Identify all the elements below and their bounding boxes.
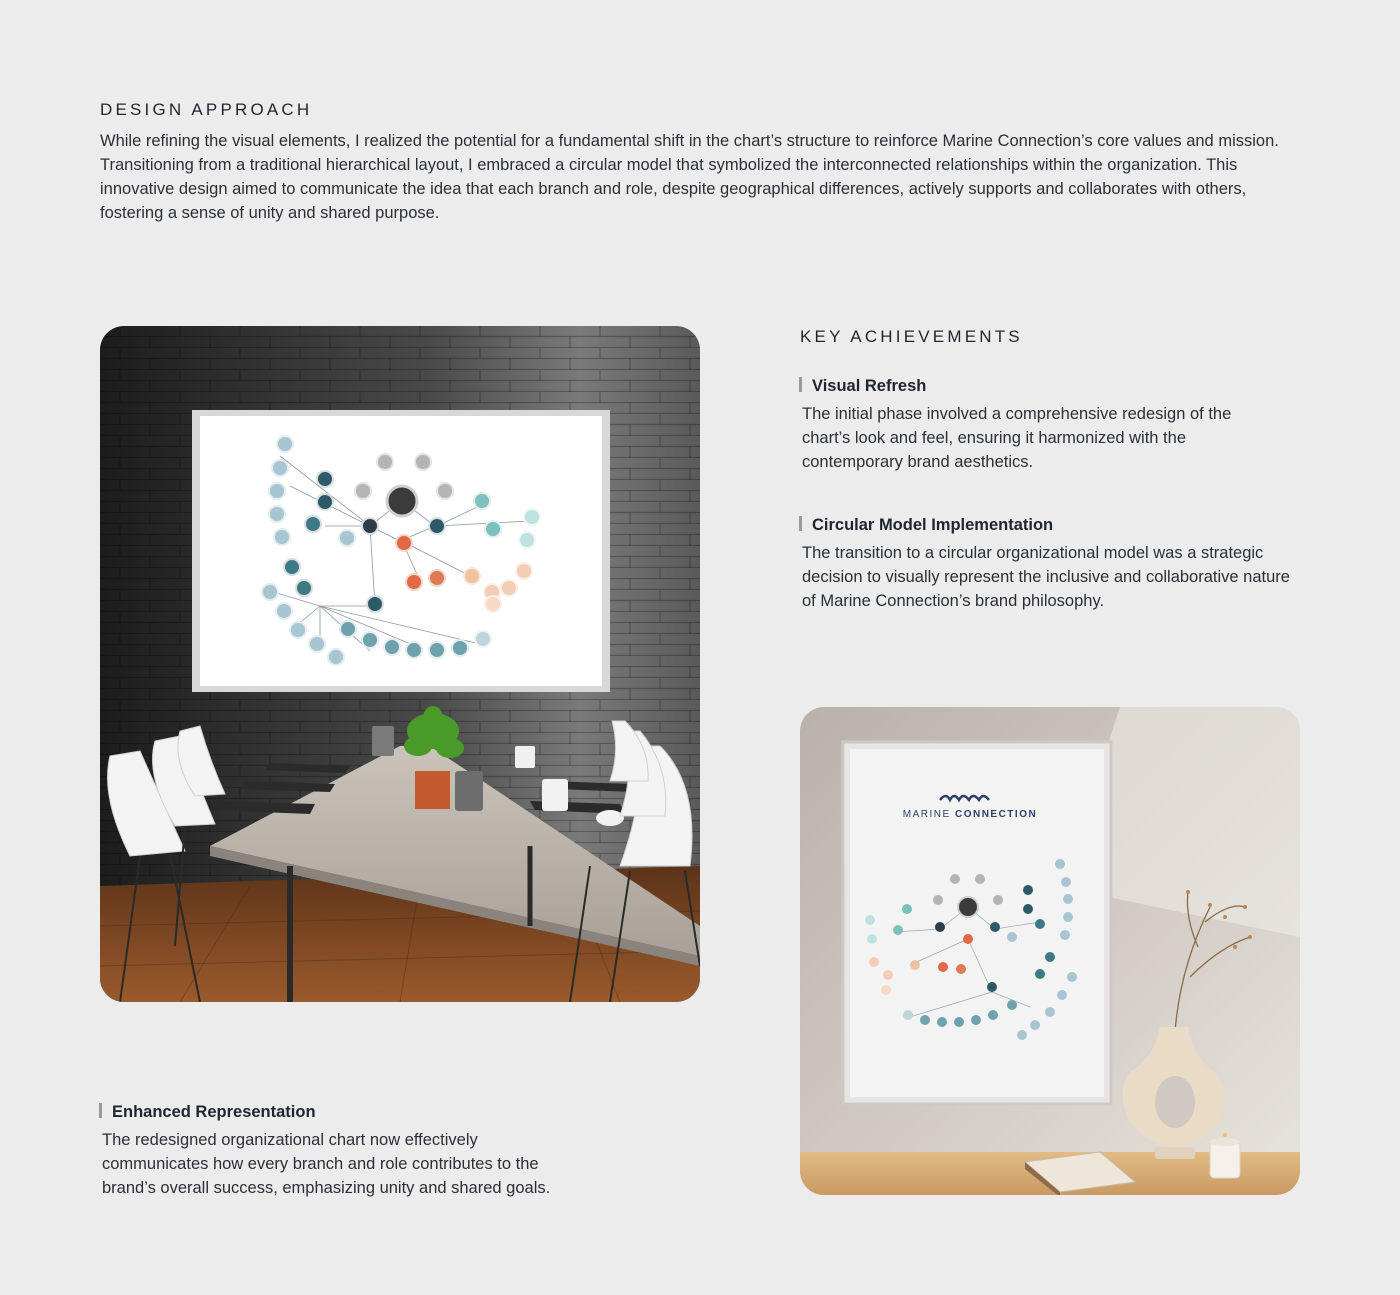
achievement-title: Enhanced Representation: [99, 1102, 599, 1122]
achievement-title: Circular Model Implementation: [799, 515, 1309, 535]
achievement-item: [99, 1102, 599, 1200]
achievement-body: The redesigned organizational chart now effectively communicates how every branch and role contributes to the brand’s overall success, emphasizing unity and shared goals.: [102, 1131, 551, 1197]
achievement-item: [799, 515, 1309, 613]
achievement-title: Visual Refresh: [799, 376, 1299, 396]
poster-brand-light: MARINE: [902, 809, 951, 820]
poster-room-photo: [800, 707, 1300, 1195]
conference-room-photo: [100, 326, 700, 1002]
poster-brand-bold: CONNECTION: [954, 809, 1038, 820]
design-approach-section: [100, 100, 1300, 225]
key-achievements-section: [800, 327, 1320, 347]
achievement-item: [799, 376, 1299, 474]
achievement-body: The transition to a circular organizational model was a strategic decision to visually represent the inclusive and collaborative nature of Marine Connection’s brand philosophy.: [802, 544, 1290, 610]
achievement-body: The initial phase involved a comprehensive redesign of the chart’s look and feel, ensuring it harmonized with the contemporary brand aesthetics.: [802, 405, 1232, 471]
design-approach-body: While refining the visual elements, I realized the potential for a fundamental shift in the chart’s structure to reinforce Marine Connection’s core values and mission. Transitioning from a traditional hierarchical layout, I embraced a circular model that symbolized the interconnected relationships within the organization. This innovative design aimed to communicate the idea that each branch and role, despite geographical differences, actively supports and collaborates with others, fostering a sense of unity and shared purpose.: [100, 132, 1279, 222]
poster-brand-text: [903, 809, 1037, 820]
design-approach-heading: DESIGN APPROACH: [100, 100, 313, 119]
key-achievements-heading: KEY ACHIEVEMENTS: [800, 327, 1023, 346]
